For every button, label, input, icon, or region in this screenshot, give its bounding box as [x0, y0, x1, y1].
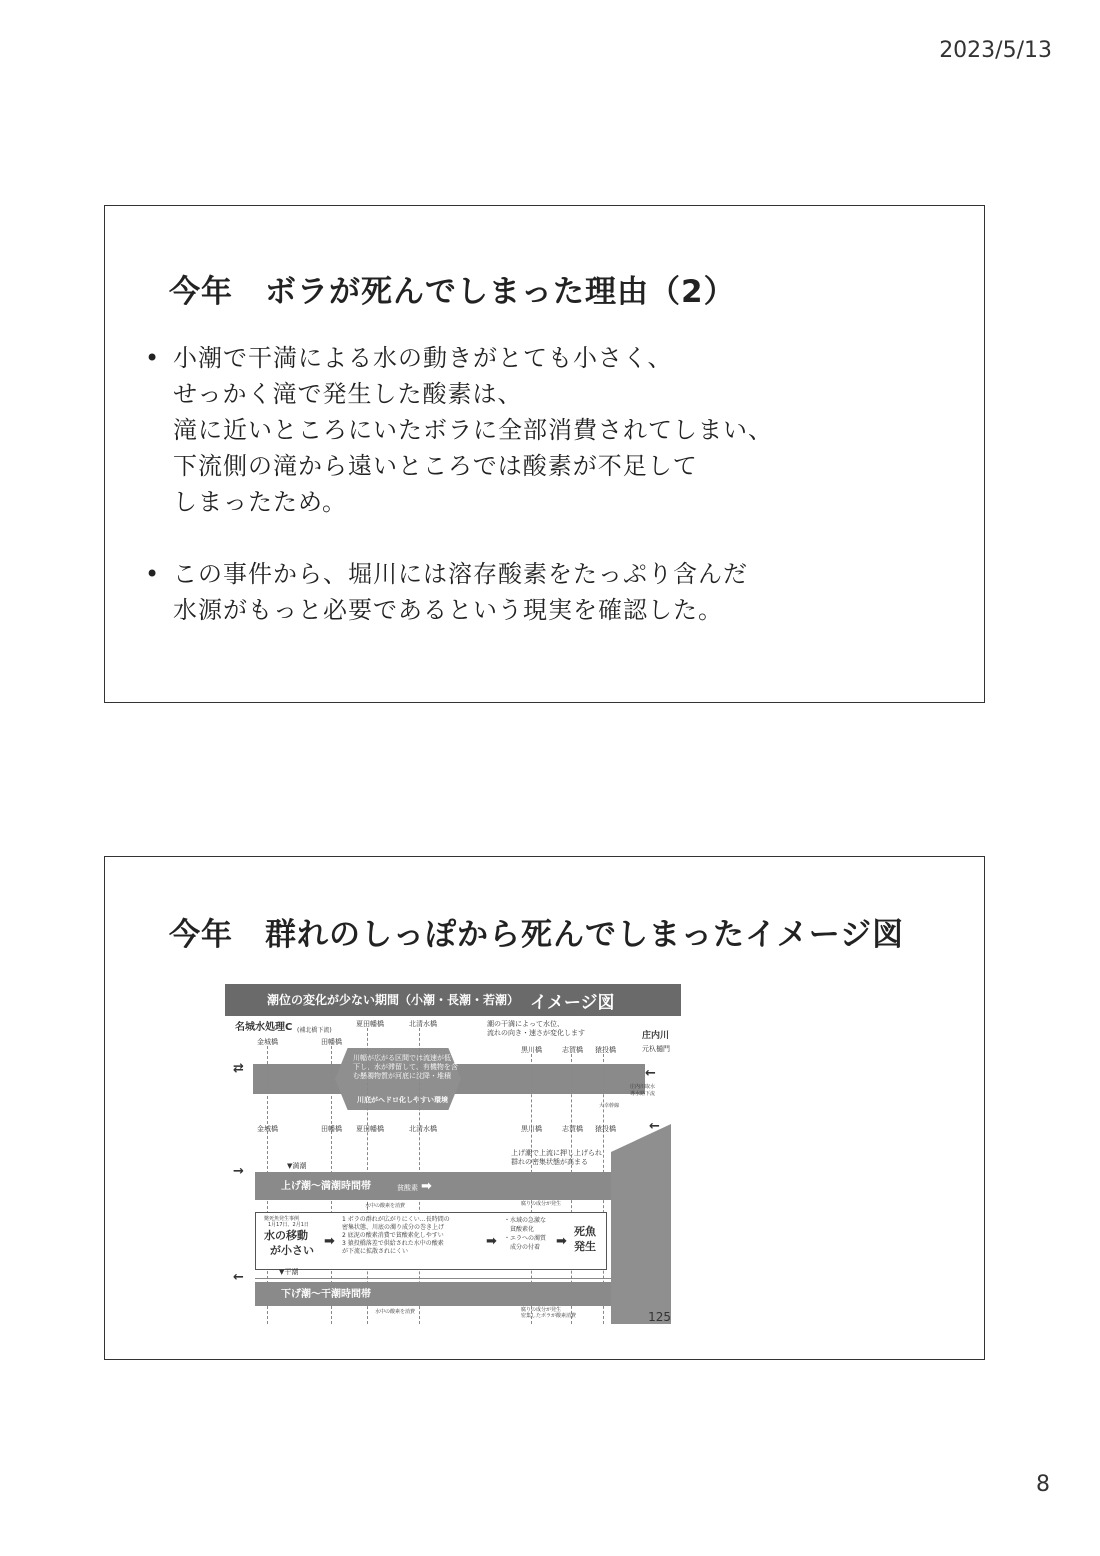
decay-label: 腐りの成分が発生: [521, 1307, 562, 1313]
bullet-line: 滝に近いところにいたボラに全部消費されてしまい、: [173, 416, 773, 444]
cause-line: 密集状態、川底の濁り成分の巻き上げ: [342, 1224, 445, 1231]
plant-sublabel: (補北橋下流): [297, 1027, 332, 1034]
right-arrow-icon: →: [233, 1164, 244, 1179]
decay-label: 密集したボラが酸素消費: [521, 1313, 577, 1319]
figure-banner: [225, 984, 681, 1016]
right-arrow-icon: ➡: [421, 1179, 432, 1194]
bridge-label: 猿投橋: [595, 1046, 616, 1054]
center-note-line: 川幅が広がる区間では流速が低: [353, 1054, 451, 1062]
cause-line: 2 底泥の酸素消費で貧酸素化しやすい: [342, 1232, 444, 1239]
slide-1-title: 今年 ボラが死んでしまった理由（2）: [169, 274, 736, 310]
bullet-line: 下流側の滝から遠いところでは酸素が不足して: [173, 452, 698, 480]
figure-page-ref: 125: [648, 1310, 671, 1324]
effect-line: 成分の付着: [510, 1244, 541, 1251]
slide-1: [104, 205, 985, 703]
weir-label: 大幸幹線: [599, 1103, 620, 1109]
bridge-label: 黒川橋: [521, 1046, 542, 1054]
bridge-label: 夏田幡橋: [356, 1125, 384, 1133]
bullet-line: 水源がもっと必要であるという現実を確認した。: [173, 596, 723, 624]
tide-note-line: 流れの向き・速さが変化します: [487, 1029, 585, 1037]
right-arrow-icon: ➡: [556, 1234, 567, 1249]
cause-line: 3 猿投橋落差で供給された水中の酸素: [342, 1240, 444, 1247]
result-label: 発生: [574, 1240, 596, 1253]
river-name-label: 庄内川: [642, 1031, 670, 1041]
small-note: 導水路下流: [630, 1091, 656, 1097]
left-arrow-icon: ←: [649, 1119, 660, 1134]
tide-note-line: 潮の干満によって水位、: [487, 1020, 564, 1028]
bridge-label: 田幡橋: [321, 1125, 342, 1133]
move-label: が小さい: [270, 1244, 314, 1257]
consumption-label: 水中の酸素を消費: [365, 1203, 406, 1209]
oxygen-label: 貧酸素: [397, 1184, 418, 1192]
bullet-item: [145, 340, 773, 520]
move-label: 水の移動: [264, 1229, 308, 1242]
small-note: 庄内川取水: [630, 1084, 656, 1090]
bullet-line: しまったため。: [173, 488, 348, 516]
bridge-label: 志賀橋: [562, 1125, 583, 1133]
effect-line: ・エラへの濁質: [504, 1235, 547, 1242]
bridge-label: 金城橋: [257, 1125, 278, 1133]
page-date: 2023/5/13: [939, 38, 1052, 63]
effect-line: ・水域の急激な: [504, 1217, 547, 1224]
bridge-label: 志賀橋: [562, 1046, 583, 1054]
bridge-label: 夏田幡橋: [356, 1020, 384, 1028]
bullet-item: [145, 556, 773, 628]
bridge-label: 黒川橋: [521, 1125, 542, 1133]
center-note-line: 下し、水が滞留して、有機物を含: [353, 1063, 458, 1071]
falling-tide-label: 下げ潮～干潮時間帯: [281, 1289, 371, 1300]
bullet-dot: •: [145, 344, 161, 372]
upper-note-line: 上げ潮で上流に押し上げられ: [511, 1149, 602, 1157]
bridge-label: 猿投橋: [595, 1125, 616, 1133]
left-arrow-icon: ←: [645, 1066, 656, 1081]
bullet-line: 小潮で干満による水の動きがとても小さく、: [173, 344, 673, 372]
cause-line: が下流に拡散されにくい: [342, 1248, 409, 1255]
page-number: 8: [1036, 1472, 1050, 1497]
result-label: 死魚: [574, 1225, 596, 1238]
center-note-line: む懸濁物質が河底に沈降・堆積: [353, 1072, 451, 1080]
cause-line: 1 ボラの群れが広がりにくい…長時間の: [342, 1216, 450, 1223]
river-sublabel: 元杁樋門: [642, 1045, 670, 1053]
bullet-line: せっかく滝で発生した酸素は、: [173, 380, 523, 408]
riverbed-slope: [611, 1124, 671, 1324]
bullet-line: この事件から、堀川には溶存酸素をたっぷり含んだ: [173, 560, 748, 588]
water-level-line: [255, 1278, 611, 1279]
consumption-label: 水中の酸素を消費: [375, 1309, 416, 1315]
inflow-arrow-icon: ⇄: [233, 1061, 244, 1076]
plant-label: 名城水処理C: [235, 1022, 293, 1033]
bridge-label: 田幡橋: [321, 1038, 342, 1046]
banner-title: イメージ図: [530, 993, 615, 1013]
decay-label: 腐りの成分が発生: [521, 1201, 562, 1207]
slide-2-title: 今年 群れのしっぽから死んでしまったイメージ図: [169, 917, 905, 953]
effect-line: 貧酸素化: [510, 1226, 535, 1233]
low-tide-label: ▼干潮: [279, 1268, 299, 1276]
banner-subtitle: 潮位の変化が少ない期間（小潮・長潮・若潮）: [267, 993, 520, 1007]
incident-line: 1月17日、2月1日: [268, 1222, 309, 1228]
high-tide-label: ▼満潮: [287, 1162, 307, 1170]
slide-2: [104, 856, 985, 1360]
bridge-label: 北清水橋: [409, 1020, 437, 1028]
river-diagram-figure: [225, 984, 681, 1326]
incident-line: 斃死魚発生事例: [264, 1216, 300, 1222]
upper-note-line: 群れの密集状態が高まる: [511, 1158, 588, 1166]
rising-tide-label: 上げ潮～満潮時間帯: [281, 1181, 371, 1192]
slide-1-bullets: [145, 340, 773, 664]
bridge-label: 金城橋: [257, 1038, 278, 1046]
center-label: 川底がヘドロ化しやすい環境: [357, 1096, 448, 1104]
bullet-dot: •: [145, 560, 161, 588]
bridge-label: 北清水橋: [409, 1125, 437, 1133]
right-arrow-icon: ➡: [324, 1234, 335, 1249]
left-arrow-icon: ←: [233, 1270, 244, 1285]
explanation-box: [255, 1212, 607, 1270]
right-arrow-icon: ➡: [486, 1234, 497, 1249]
